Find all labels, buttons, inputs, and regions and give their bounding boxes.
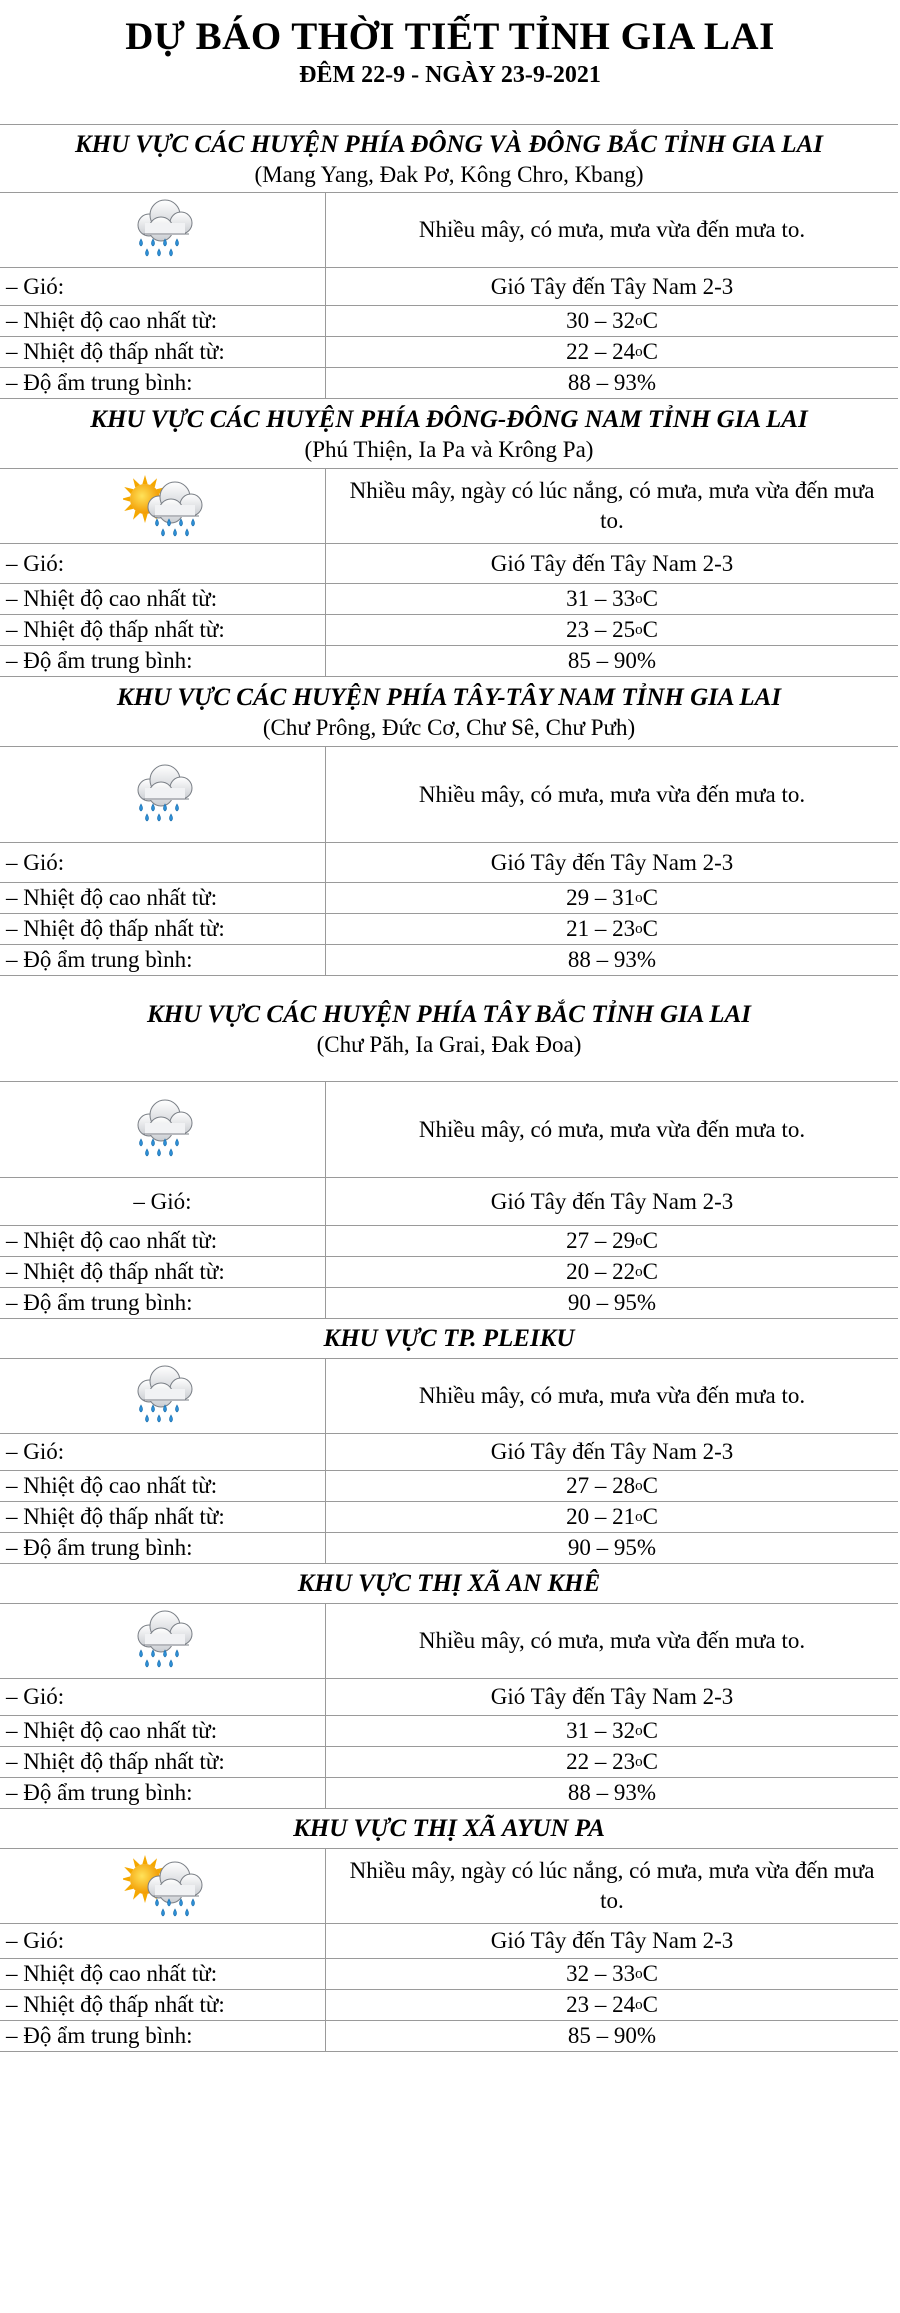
humidity-value: 90 – 95%: [567, 1535, 657, 1560]
humidity-label: – Độ ẩm trung bình:: [0, 1533, 326, 1563]
wind-row: [0, 1434, 898, 1471]
wind-label: – Gió:: [0, 1924, 326, 1958]
max-temp-row: [0, 1716, 898, 1747]
forecast-text: Nhiều mây, có mưa, mưa vừa đến mưa to.: [418, 1383, 806, 1408]
min-temp-value: 23 – 25 o C: [566, 617, 658, 642]
forecast-row: [0, 747, 898, 843]
max-temp-value: 29 – 31 o C: [566, 885, 658, 910]
region-areas: (Mang Yang, Đak Pơ, Kông Chro, Kbang): [254, 161, 644, 187]
wind-row: [0, 1924, 898, 1959]
forecast-table: [0, 124, 898, 2052]
wind-value: Gió Tây đến Tây Nam 2-3: [490, 273, 734, 299]
min-temp-value: 23 – 24 o C: [566, 1992, 658, 2017]
wind-row: [0, 1178, 898, 1226]
humidity-row: [0, 1288, 898, 1319]
humidity-label: – Độ ẩm trung bình:: [0, 646, 326, 676]
region-header: [0, 1564, 898, 1604]
forecast-text: Nhiều mây, có mưa, mưa vừa đến mưa to.: [418, 1116, 806, 1142]
min-temp-label: – Nhiệt độ thấp nhất từ:: [0, 615, 326, 645]
wind-label: – Gió:: [0, 843, 326, 882]
wind-label: – Gió:: [0, 1434, 326, 1470]
sun-rain-cloud-icon: [123, 475, 203, 537]
min-temp-label: – Nhiệt độ thấp nhất từ:: [0, 1747, 326, 1777]
max-temp-row: [0, 1226, 898, 1257]
min-temp-value: 21 – 23 o C: [566, 916, 658, 941]
max-temp-label: – Nhiệt độ cao nhất từ:: [0, 1226, 326, 1256]
weather-icon-cell: [0, 1849, 326, 1923]
region-header: [0, 125, 898, 193]
region-areas: (Chư Prông, Đức Cơ, Chư Sê, Chư Pưh): [262, 714, 636, 740]
humidity-row: [0, 368, 898, 399]
region-header: [0, 976, 898, 1082]
region-section: [0, 1564, 898, 1809]
forecast-text: Nhiều mây, ngày có lúc nắng, có mưa, mưa vừa đến mưa to.: [349, 478, 875, 533]
region-title: KHU VỰC THỊ XÃ AN KHÊ: [297, 1569, 601, 1597]
rain-cloud-icon: [131, 199, 195, 261]
wind-label: – Gió:: [0, 268, 326, 305]
region-title: KHU VỰC CÁC HUYỆN PHÍA ĐÔNG VÀ ĐÔNG BẮC TỈNH GIA LAI: [75, 130, 823, 158]
min-temp-value: 20 – 21 o C: [566, 1504, 658, 1529]
humidity-label: – Độ ẩm trung bình:: [0, 1288, 326, 1318]
max-temp-value: 31 – 33 o C: [566, 586, 658, 611]
weather-icon-cell: [0, 193, 326, 267]
max-temp-value: 27 – 29 o C: [566, 1228, 658, 1253]
humidity-value: 88 – 93%: [567, 947, 657, 972]
region-header: [0, 399, 898, 469]
humidity-label: – Độ ẩm trung bình:: [0, 945, 326, 975]
min-temp-row: [0, 914, 898, 945]
forecast-text: Nhiều mây, ngày có lúc nắng, có mưa, mưa vừa đến mưa to.: [349, 1858, 875, 1913]
humidity-label: – Độ ẩm trung bình:: [0, 368, 326, 398]
max-temp-row: [0, 584, 898, 615]
wind-row: [0, 268, 898, 306]
region-section: [0, 1809, 898, 2052]
wind-value: Gió Tây đến Tây Nam 2-3: [490, 1684, 734, 1709]
max-temp-row: [0, 1471, 898, 1502]
region-header: [0, 1809, 898, 1849]
max-temp-label: – Nhiệt độ cao nhất từ:: [0, 1716, 326, 1746]
wind-value: Gió Tây đến Tây Nam 2-3: [490, 1928, 734, 1953]
min-temp-label: – Nhiệt độ thấp nhất từ:: [0, 1990, 326, 2020]
wind-row: [0, 843, 898, 883]
rain-cloud-icon: [131, 1365, 195, 1427]
rain-cloud-icon: [131, 764, 195, 826]
min-temp-label: – Nhiệt độ thấp nhất từ:: [0, 1257, 326, 1287]
weather-icon-cell: [0, 469, 326, 543]
max-temp-label: – Nhiệt độ cao nhất từ:: [0, 1959, 326, 1989]
wind-label: – Gió:: [0, 544, 326, 583]
wind-value: Gió Tây đến Tây Nam 2-3: [490, 849, 734, 875]
forecast-row: [0, 1604, 898, 1679]
humidity-value: 85 – 90%: [567, 648, 657, 673]
region-title: KHU VỰC CÁC HUYỆN PHÍA TÂY-TÂY NAM TỈNH GIA LAI: [116, 683, 782, 711]
page-title: DỰ BÁO THỜI TIẾT TỈNH GIA LAI: [125, 15, 775, 58]
region-section: [0, 976, 898, 1319]
min-temp-row: [0, 1257, 898, 1288]
min-temp-label: – Nhiệt độ thấp nhất từ:: [0, 914, 326, 944]
wind-row: [0, 1679, 898, 1716]
region-header: [0, 677, 898, 747]
min-temp-value: 22 – 23 o C: [566, 1749, 658, 1774]
wind-value: Gió Tây đến Tây Nam 2-3: [490, 550, 734, 576]
wind-row: [0, 544, 898, 584]
wind-value: Gió Tây đến Tây Nam 2-3: [490, 1439, 734, 1464]
wind-label: – Gió:: [0, 1178, 326, 1225]
forecast-row: [0, 1849, 898, 1924]
max-temp-label: – Nhiệt độ cao nhất từ:: [0, 306, 326, 336]
min-temp-label: – Nhiệt độ thấp nhất từ:: [0, 337, 326, 367]
forecast-text: Nhiều mây, có mưa, mưa vừa đến mưa to.: [418, 1628, 806, 1653]
forecast-row: [0, 1359, 898, 1434]
min-temp-row: [0, 337, 898, 368]
wind-label: – Gió:: [0, 1679, 326, 1715]
max-temp-value: 27 – 28 o C: [566, 1473, 658, 1498]
region-section: [0, 1319, 898, 1564]
weather-icon-cell: [0, 1082, 326, 1177]
page-subtitle: ĐÊM 22-9 - NGÀY 23-9-2021: [299, 62, 601, 88]
forecast-row: [0, 193, 898, 268]
humidity-label: – Độ ẩm trung bình:: [0, 1778, 326, 1808]
humidity-value: 88 – 93%: [567, 370, 657, 395]
forecast-row: [0, 469, 898, 544]
rain-cloud-icon: [131, 1610, 195, 1672]
humidity-value: 85 – 90%: [567, 2023, 657, 2048]
wind-value: Gió Tây đến Tây Nam 2-3: [490, 1188, 734, 1214]
humidity-value: 88 – 93%: [567, 1780, 657, 1805]
min-temp-value: 22 – 24 o C: [566, 339, 658, 364]
min-temp-row: [0, 615, 898, 646]
region-title: KHU VỰC CÁC HUYỆN PHÍA ĐÔNG-ĐÔNG NAM TỈNH GIA LAI: [90, 405, 808, 433]
humidity-row: [0, 945, 898, 976]
region-title: KHU VỰC THỊ XÃ AYUN PA: [293, 1814, 605, 1842]
min-temp-row: [0, 1502, 898, 1533]
region-areas: (Phú Thiện, Ia Pa và Krông Pa): [304, 436, 594, 462]
max-temp-row: [0, 306, 898, 337]
min-temp-row: [0, 1747, 898, 1778]
region-areas: (Chư Păh, Ia Grai, Đak Đoa): [316, 1031, 582, 1057]
humidity-label: – Độ ẩm trung bình:: [0, 2021, 326, 2051]
forecast-text: Nhiều mây, có mưa, mưa vừa đến mưa to.: [418, 781, 806, 807]
region-title: KHU VỰC CÁC HUYỆN PHÍA TÂY BẮC TỈNH GIA LAI: [147, 1000, 751, 1028]
max-temp-row: [0, 1959, 898, 1990]
forecast-row: [0, 1082, 898, 1178]
min-temp-label: – Nhiệt độ thấp nhất từ:: [0, 1502, 326, 1532]
humidity-row: [0, 1778, 898, 1809]
region-title: KHU VỰC TP. PLEIKU: [323, 1324, 575, 1352]
max-temp-row: [0, 883, 898, 914]
max-temp-value: 31 – 32 o C: [566, 1718, 658, 1743]
min-temp-value: 20 – 22 o C: [566, 1259, 658, 1284]
rain-cloud-icon: [131, 1099, 195, 1161]
max-temp-label: – Nhiệt độ cao nhất từ:: [0, 883, 326, 913]
forecast-text: Nhiều mây, có mưa, mưa vừa đến mưa to.: [418, 217, 806, 242]
region-header: [0, 1319, 898, 1359]
sun-rain-cloud-icon: [123, 1855, 203, 1917]
weather-icon-cell: [0, 1359, 326, 1433]
humidity-row: [0, 2021, 898, 2052]
max-temp-label: – Nhiệt độ cao nhất từ:: [0, 1471, 326, 1501]
region-section: [0, 399, 898, 677]
min-temp-row: [0, 1990, 898, 2021]
humidity-row: [0, 1533, 898, 1564]
max-temp-value: 32 – 33 o C: [566, 1961, 658, 1986]
weather-icon-cell: [0, 1604, 326, 1678]
humidity-row: [0, 646, 898, 677]
region-section: [0, 125, 898, 399]
max-temp-label: – Nhiệt độ cao nhất từ:: [0, 584, 326, 614]
region-section: [0, 677, 898, 976]
humidity-value: 90 – 95%: [567, 1290, 657, 1315]
weather-icon-cell: [0, 747, 326, 842]
max-temp-value: 30 – 32 o C: [566, 308, 658, 333]
